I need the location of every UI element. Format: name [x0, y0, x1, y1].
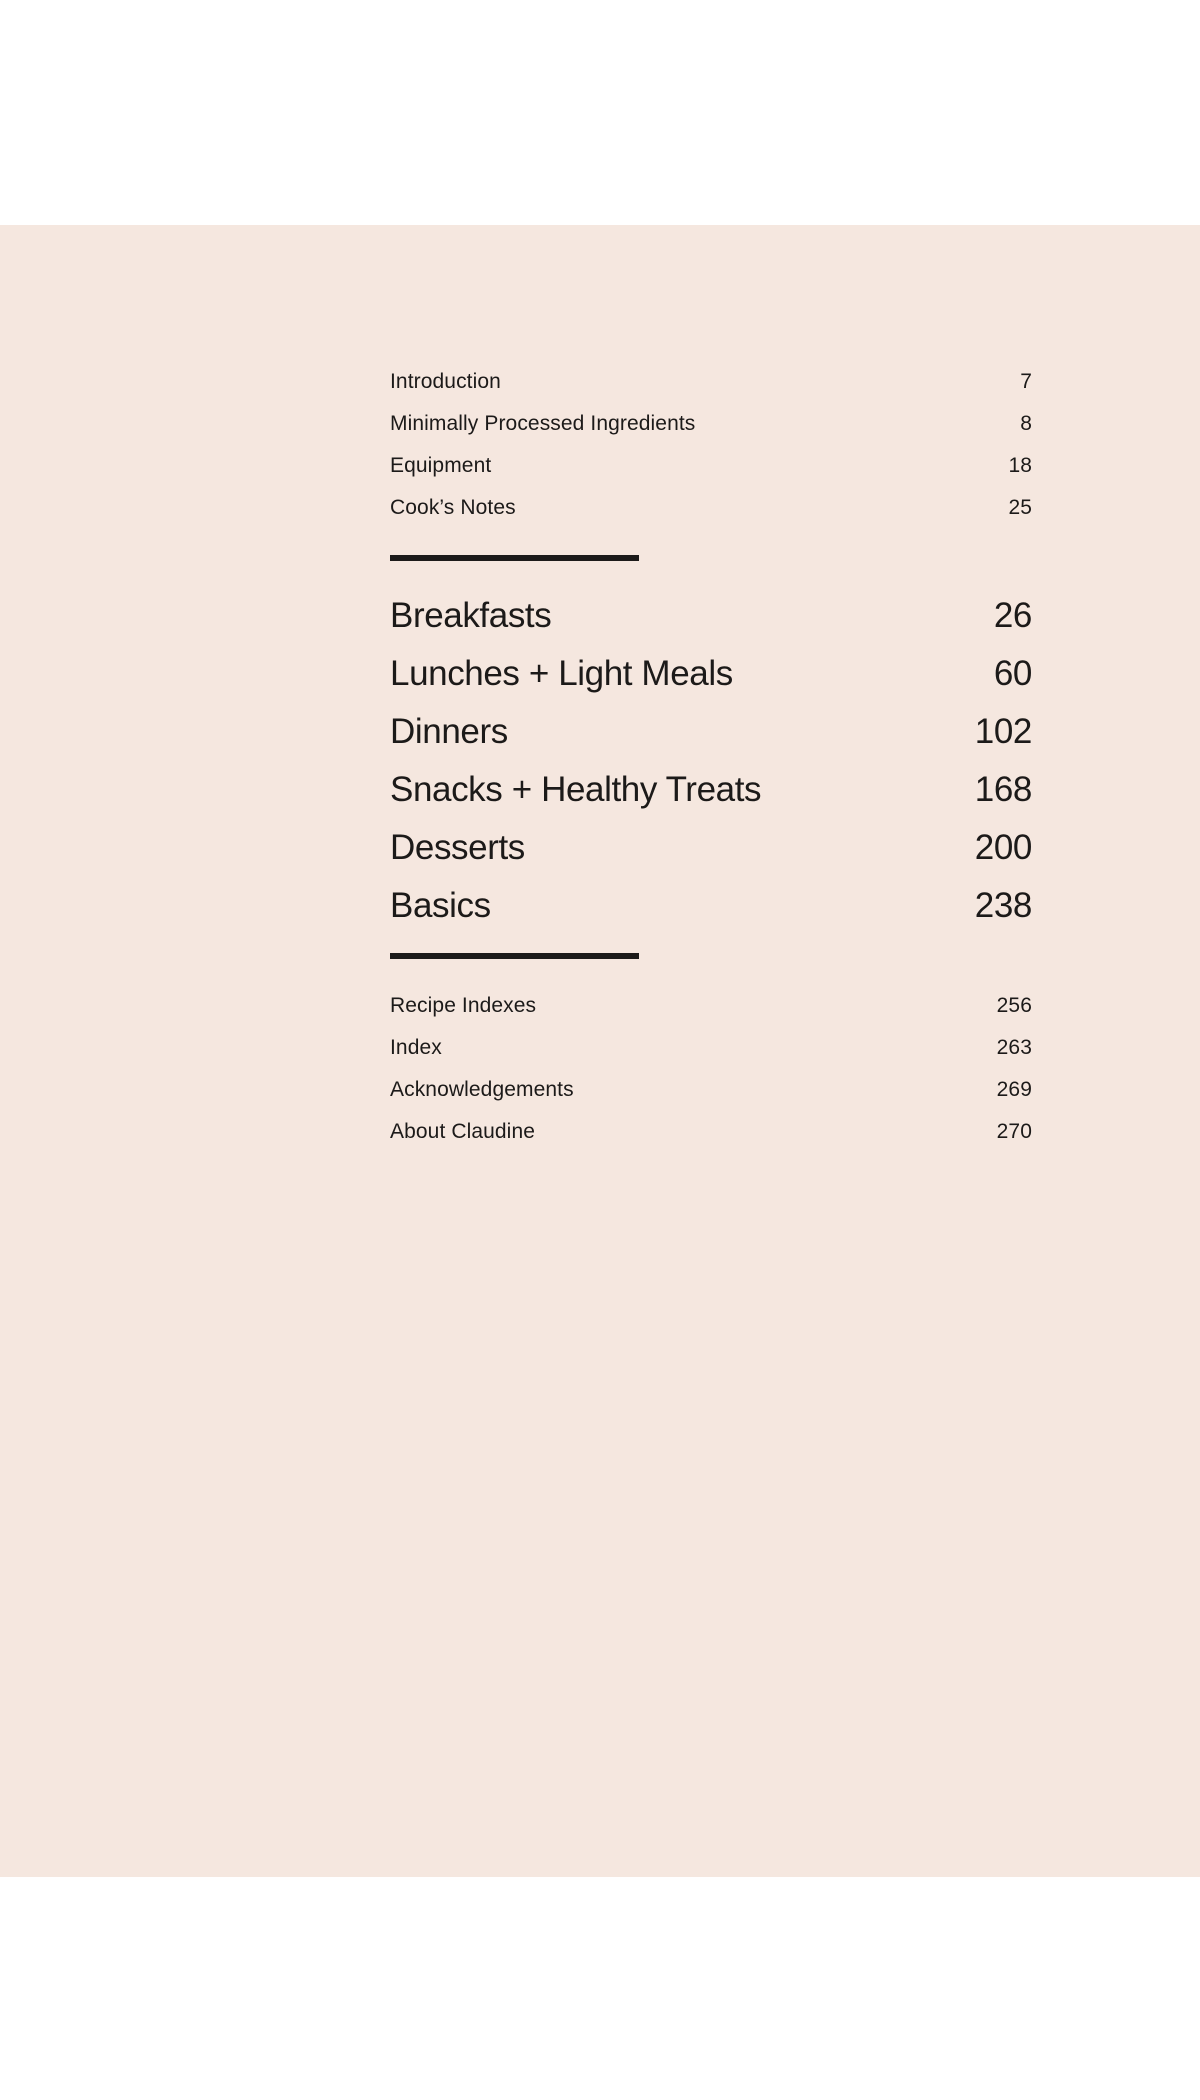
chapter-title: Desserts [390, 828, 525, 867]
chapter-title: Dinners [390, 712, 508, 751]
chapter-entry [390, 877, 1032, 935]
toc-entry [390, 1069, 1032, 1111]
toc-entry [390, 403, 1032, 445]
entry-title: Equipment [390, 454, 492, 477]
back-matter-list [390, 985, 1032, 1153]
chapter-page-number: 200 [974, 828, 1032, 867]
entry-title: Recipe Indexes [390, 994, 537, 1017]
toc-entry [390, 1111, 1032, 1153]
chapter-entry [390, 761, 1032, 819]
entry-title: About Claudine [390, 1120, 536, 1143]
entry-page-number: 270 [996, 1120, 1032, 1143]
chapter-entry [390, 703, 1032, 761]
toc-entry [390, 361, 1032, 403]
entry-page-number: 18 [1008, 454, 1032, 477]
front-matter-list [390, 361, 1032, 529]
entry-title: Acknowledgements [390, 1078, 574, 1101]
chapter-page-number: 168 [974, 770, 1032, 809]
entry-title: Minimally Processed Ingredients [390, 412, 696, 435]
chapter-title: Lunches + Light Meals [390, 654, 733, 693]
entry-page-number: 8 [1020, 412, 1032, 435]
entry-title: Cook’s Notes [390, 496, 516, 519]
chapter-title: Breakfasts [390, 596, 552, 635]
entry-title: Introduction [390, 370, 501, 393]
entry-page-number: 25 [1008, 496, 1032, 519]
table-of-contents [390, 361, 1032, 1153]
toc-entry [390, 445, 1032, 487]
chapter-page-number: 60 [993, 654, 1032, 693]
toc-entry [390, 985, 1032, 1027]
book-page [0, 225, 1200, 1877]
section-divider [390, 953, 639, 959]
chapter-title: Basics [390, 886, 491, 925]
chapter-page-number: 26 [993, 596, 1032, 635]
chapter-page-number: 238 [974, 886, 1032, 925]
chapter-entry [390, 587, 1032, 645]
chapter-list [390, 587, 1032, 935]
entry-page-number: 263 [996, 1036, 1032, 1059]
entry-title: Index [390, 1036, 442, 1059]
entry-page-number: 256 [996, 994, 1032, 1017]
toc-entry [390, 1027, 1032, 1069]
chapter-page-number: 102 [974, 712, 1032, 751]
section-divider [390, 555, 639, 561]
entry-page-number: 7 [1020, 370, 1032, 393]
toc-entry [390, 487, 1032, 529]
chapter-title: Snacks + Healthy Treats [390, 770, 762, 809]
chapter-entry [390, 819, 1032, 877]
entry-page-number: 269 [996, 1078, 1032, 1101]
chapter-entry [390, 645, 1032, 703]
